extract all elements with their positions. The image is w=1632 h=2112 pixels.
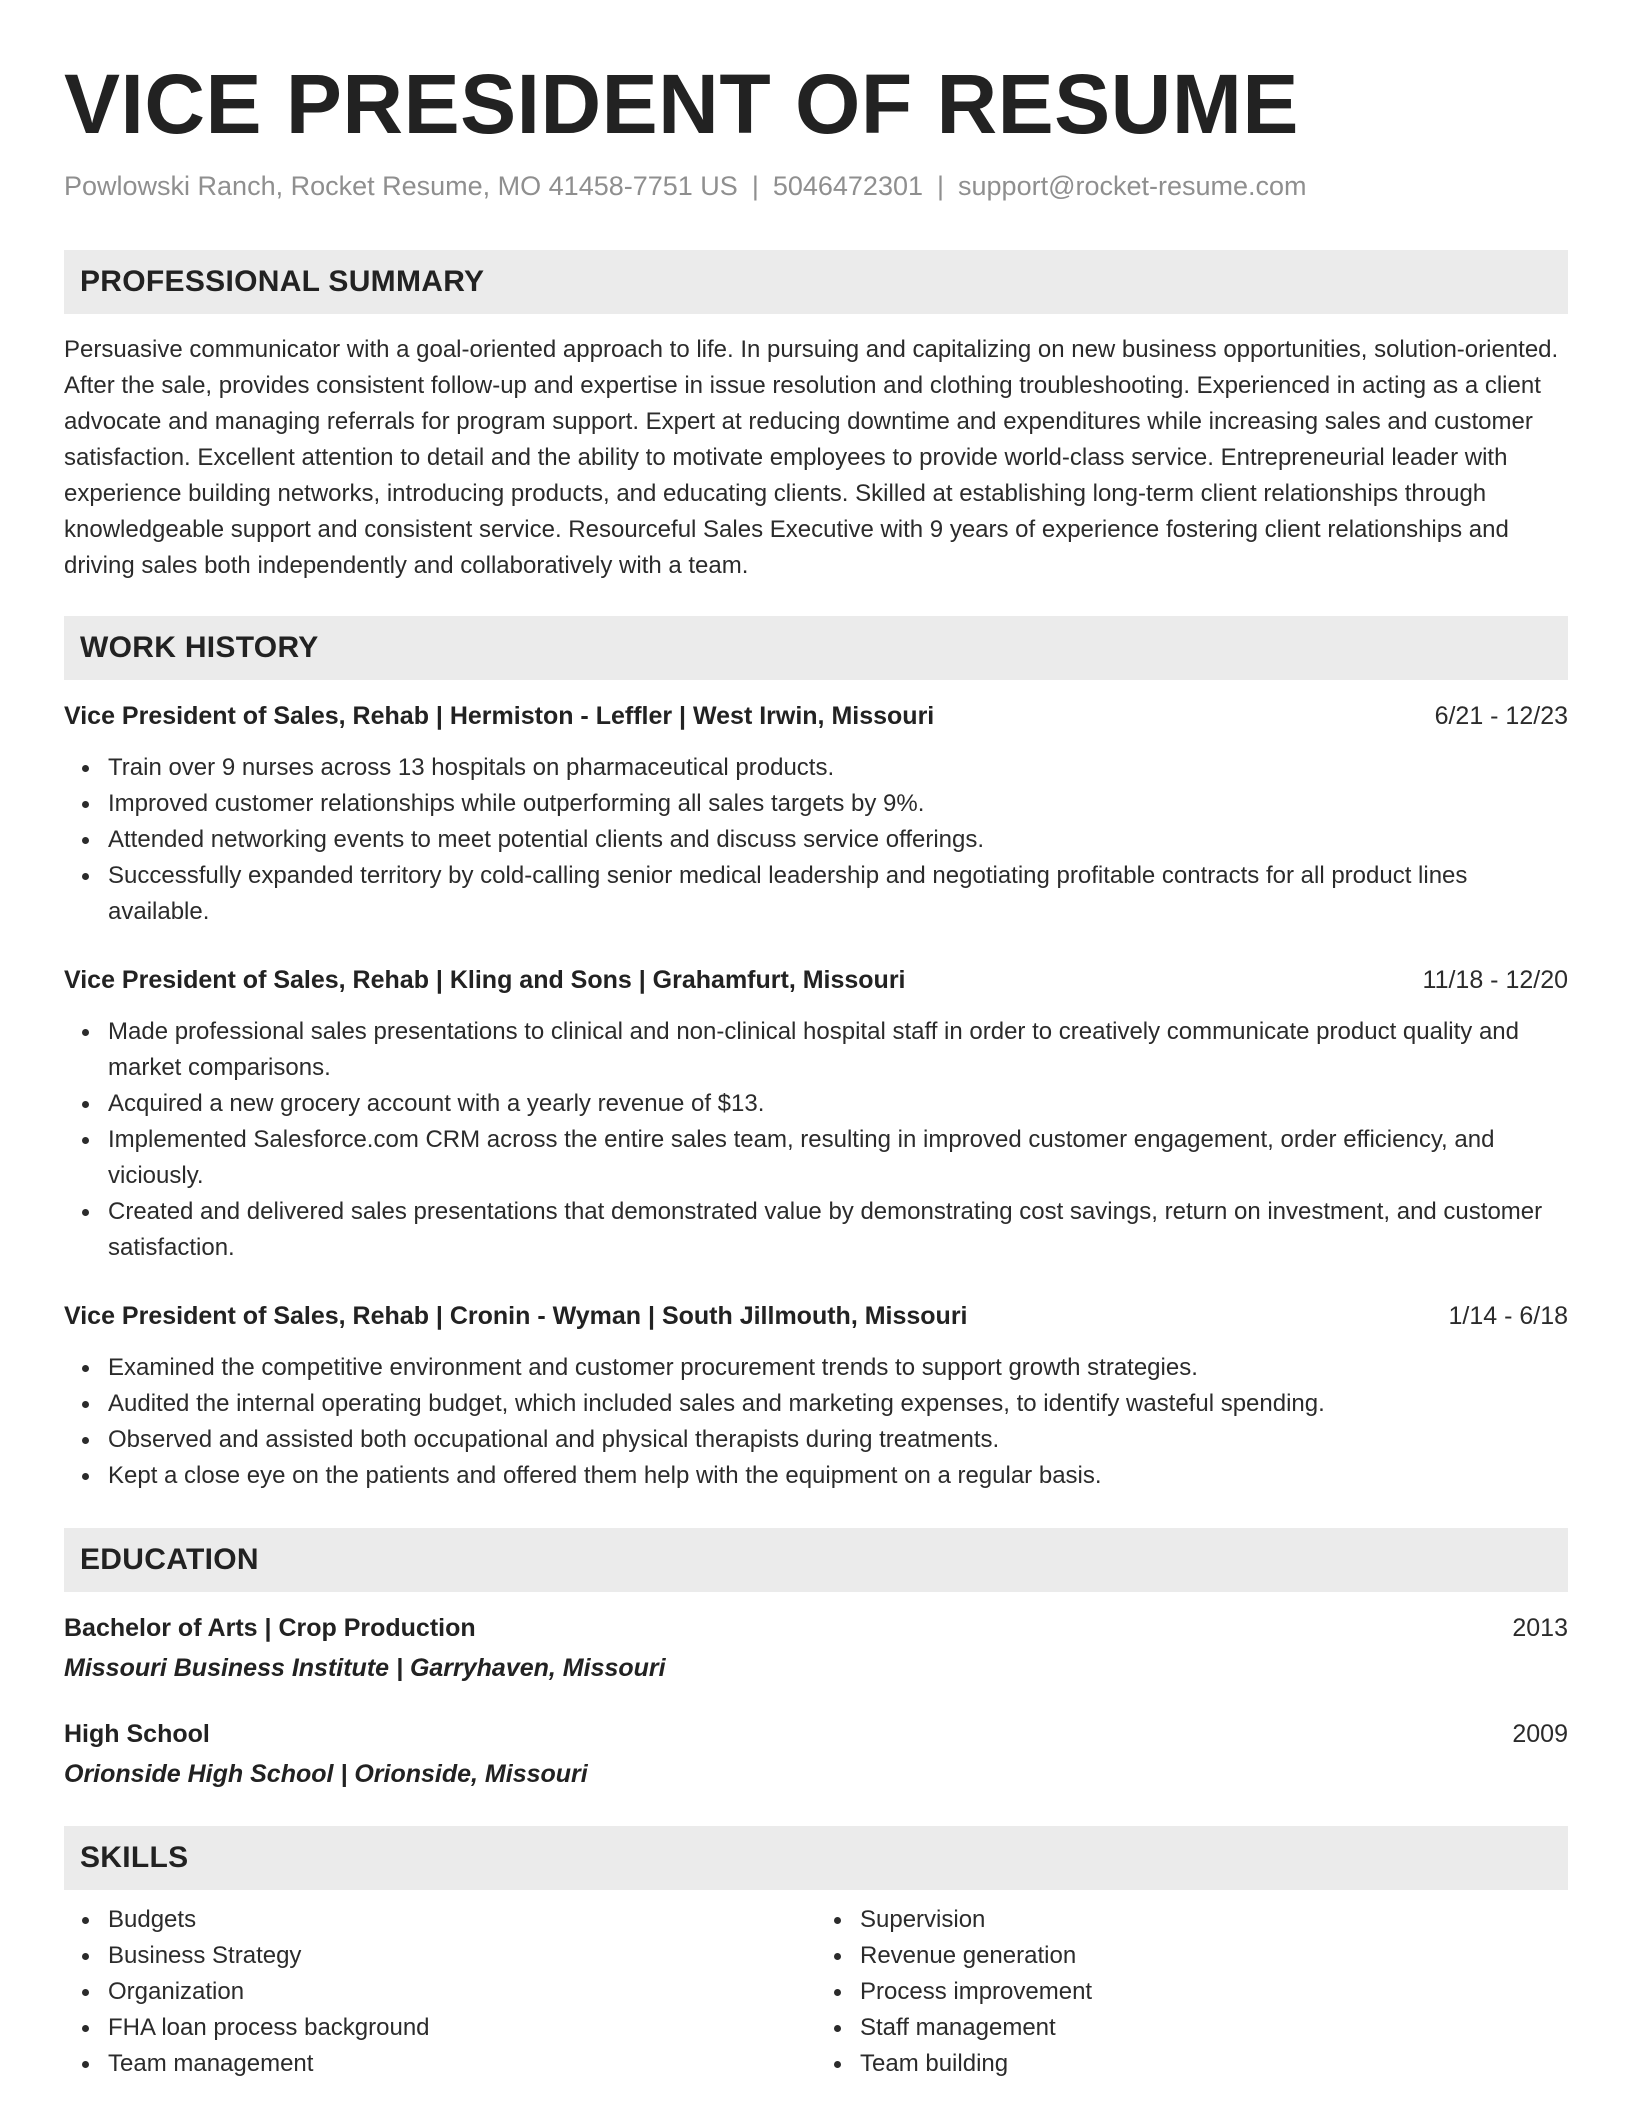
education-header bbox=[64, 1610, 1568, 1646]
job-bullet: Examined the competitive environment and customer procurement trends to support growth strategies. bbox=[108, 1350, 1568, 1386]
contact-line bbox=[64, 170, 1568, 202]
job-bullet: Kept a close eye on the patients and offered them help with the equipment on a regular basis. bbox=[108, 1458, 1568, 1494]
job-entry bbox=[64, 698, 1568, 930]
education-school: Missouri Business Institute | Garryhaven, Missouri bbox=[64, 1654, 666, 1683]
skill-item: Process improvement bbox=[860, 1974, 1568, 2010]
skill-item: Team building bbox=[860, 2046, 1568, 2082]
section-heading-skills: SKILLS bbox=[64, 1826, 1568, 1890]
skill-item: FHA loan process background bbox=[108, 2010, 816, 2046]
job-title: Vice President of Sales, Rehab | Cronin - Wyman | South Jillmouth, Missouri bbox=[64, 1302, 968, 1331]
job-bullets bbox=[64, 750, 1568, 930]
education-year: 2009 bbox=[1512, 1720, 1568, 1749]
job-bullet: Train over 9 nurses across 13 hospitals on pharmaceutical products. bbox=[108, 750, 1568, 786]
contact-email: support@rocket-resume.com bbox=[958, 171, 1307, 201]
education-header bbox=[64, 1716, 1568, 1752]
job-bullets bbox=[64, 1350, 1568, 1494]
skill-item: Organization bbox=[108, 1974, 816, 2010]
job-bullet: Made professional sales presentations to clinical and non-clinical hospital staff in order to creatively communicate product quality and market comparisons. bbox=[108, 1014, 1568, 1086]
education-degree: Bachelor of Arts | Crop Production bbox=[64, 1614, 476, 1643]
job-bullet: Successfully expanded territory by cold-calling senior medical leadership and negotiating profitable contracts for all product lines available. bbox=[108, 858, 1568, 930]
job-bullet: Created and delivered sales presentations that demonstrated value by demonstrating cost savings, return on investment, and customer satisfaction. bbox=[108, 1194, 1568, 1266]
job-bullet: Attended networking events to meet potential clients and discuss service offerings. bbox=[108, 822, 1568, 858]
skill-item: Supervision bbox=[860, 1902, 1568, 1938]
job-header bbox=[64, 962, 1568, 998]
skills-list-right bbox=[816, 1902, 1568, 2082]
contact-address: Powlowski Ranch, Rocket Resume, MO 41458-7751 US bbox=[64, 171, 738, 201]
job-dates: 6/21 - 12/23 bbox=[1434, 702, 1568, 731]
job-entry bbox=[64, 962, 1568, 1266]
education-year: 2013 bbox=[1512, 1614, 1568, 1643]
skill-item: Revenue generation bbox=[860, 1938, 1568, 1974]
job-header bbox=[64, 1298, 1568, 1334]
job-entry bbox=[64, 1298, 1568, 1494]
job-bullet: Implemented Salesforce.com CRM across the entire sales team, resulting in improved customer engagement, order efficiency, and viciously. bbox=[108, 1122, 1568, 1194]
section-heading-summary: PROFESSIONAL SUMMARY bbox=[64, 250, 1568, 314]
skill-item: Team management bbox=[108, 2046, 816, 2082]
job-header bbox=[64, 698, 1568, 734]
skills-columns bbox=[64, 1902, 1568, 2082]
education-entry bbox=[64, 1716, 1568, 1792]
job-bullet: Observed and assisted both occupational and physical therapists during treatments. bbox=[108, 1422, 1568, 1458]
section-heading-work-history: WORK HISTORY bbox=[64, 616, 1568, 680]
job-bullet: Improved customer relationships while outperforming all sales targets by 9%. bbox=[108, 786, 1568, 822]
resume-name: VICE PRESIDENT OF RESUME bbox=[64, 57, 1299, 151]
skills-list-left bbox=[64, 1902, 816, 2082]
section-heading-education: EDUCATION bbox=[64, 1528, 1568, 1592]
education-degree: High School bbox=[64, 1720, 210, 1749]
job-bullets bbox=[64, 1014, 1568, 1266]
job-dates: 11/18 - 12/20 bbox=[1422, 966, 1568, 995]
job-dates: 1/14 - 6/18 bbox=[1448, 1302, 1568, 1331]
contact-phone: 5046472301 bbox=[772, 171, 923, 201]
job-title: Vice President of Sales, Rehab | Hermiston - Leffler | West Irwin, Missouri bbox=[64, 702, 935, 731]
education-school: Orionside High School | Orionside, Missouri bbox=[64, 1760, 588, 1789]
job-bullet: Acquired a new grocery account with a yearly revenue of $13. bbox=[108, 1086, 1568, 1122]
job-bullet: Audited the internal operating budget, which included sales and marketing expenses, to identify wasteful spending. bbox=[108, 1386, 1568, 1422]
contact-separator: | bbox=[751, 171, 759, 201]
education-entry bbox=[64, 1610, 1568, 1686]
skill-item: Budgets bbox=[108, 1902, 816, 1938]
skill-item: Staff management bbox=[860, 2010, 1568, 2046]
skill-item: Business Strategy bbox=[108, 1938, 816, 1974]
summary-text: Persuasive communicator with a goal-oriented approach to life. In pursuing and capitalizing on new business opportunities, solution-oriented. After the sale, provides consistent follow-up and expertise in issue resolution and clothing troubleshooting. Experienced in acting as a client advocate and managing referrals for program support. Expert at reducing downtime and expenditures while increasing sales and customer satisfaction. Excellent attention to detail and the ability to motivate employees to provide world-class service. Entrepreneurial leader with experience building networks, introducing products, and educating clients. Skilled at establishing long-term client relationships through knowledgeable support and consistent service. Resourceful Sales Executive with 9 years of experience fostering client relationships and driving sales both independently and collaboratively with a team. bbox=[64, 336, 1559, 580]
contact-separator: | bbox=[937, 171, 945, 201]
job-title: Vice President of Sales, Rehab | Kling and Sons | Grahamfurt, Missouri bbox=[64, 966, 906, 995]
